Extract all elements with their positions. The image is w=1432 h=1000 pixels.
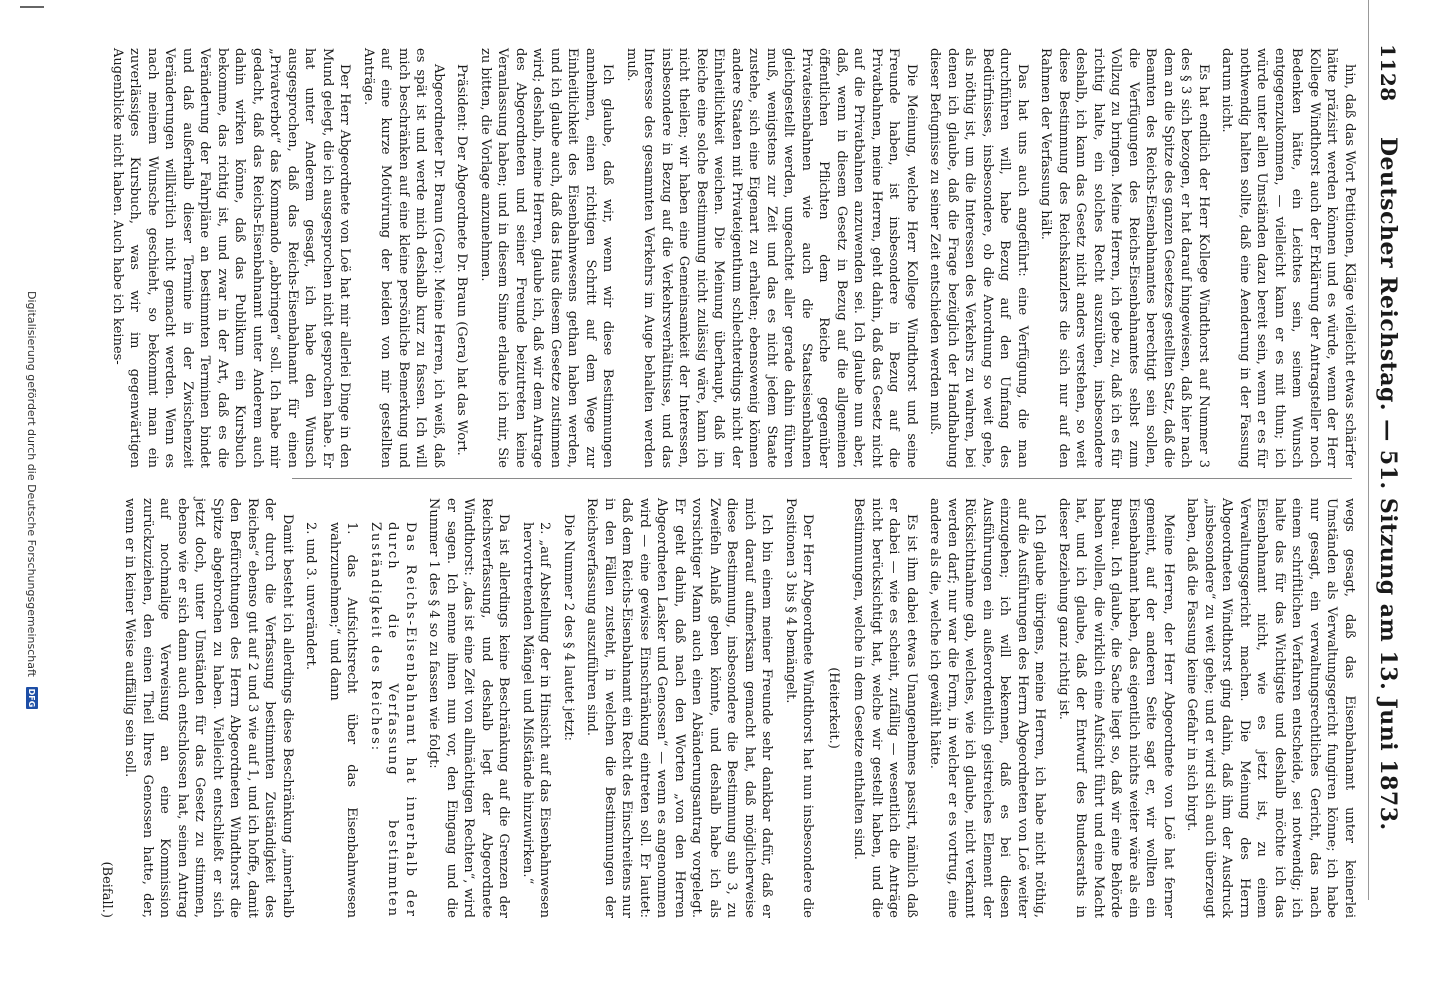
paragraph: Ich glaube übrigens, meine Herren, ich habe nicht nöthig, auf die Ausführungen des Herrn Abgeordneten von Loë weiter einzugehen; ich will bekennen, daß es bei diesen Ausführungen ein außerordentlich geistreiches Element der Rücksichtnahme gab, welches, wie ich glaube, nicht verkannt werden darf; nur war die Form, in welcher er es vortrug, eine andere als die, welche ich gewählt hätte. [927,498,1048,918]
president-remark: Präsident: Der Abgeordnete Dr. Braun (Gera) hat das Wort. [454,64,470,456]
column-divider [292,478,1352,479]
scan-edge-mark [20,6,44,8]
digitization-credit [12,0,52,1000]
quoted-clause: Das Reichs-Eisenbahnamt hat innerhalb der durch die Verfassung bestimmten Zuständigkeit des Reiches: [368,522,418,918]
paragraph: Ich bin einem meiner Freunde sehr dankbar dafür, daß er mich darauf aufmerksam gemacht hat, daß möglicherweise diese Bestimmung, insbesondere die Bestimmung sub 3, zu Zweifeln Anlaß geben könnte, und deshalb habe ich als vorsichtiger Mann auch einen Abänderungsantrag vorgelegt. Er geht dahin, daß nach den Worten „von den Herren Abgeordneten Lasker und Genossen“ — wenn es angenommen wird — eine gewisse Einschränkung eintreten soll. Er lautet: daß dem Reichs-Eisenbahnamt ein Recht des Einschreitens nur in den Fällen zusteht, in welchen die Bestimmungen der Reichsverfassung auszuführen sind. [584,498,775,918]
speech-paragraph: Der Herr Abgeordnete von Loë hat mir allerlei Dinge in den Mund gelegt, die ich ausgesprochen nicht gesprochen habe. Er hat unter Anderem gesagt, ich habe den Wunsch ausgesprochen, daß das Reichs-Eisenbahnamt für einen „Privatverbot“ das Kommando „abbringen“ soll. Ich habe mir gedacht, daß das Reichs-Eisenbahnamt unter Anderem auch dahin wirken könne, daß das Publikum ein Kursbuch bekomme, das richtig ist, und zwar in der Art, daß es die Veränderung der Fahrpläne an bestimmten Terminen bindet und daß außerhalb dieser Termine in der Zwischenzeit Veränderungen willkürlich nicht gemacht werden. Wenn es nach meinem Wunsche geschieht, so bekommt man ein zuverlässiges Kursbuch, was wir im gegenwärtigen Augenblicke nicht haben. Auch habe ich keines- [110,48,353,468]
paragraph: Das hat uns auch angeführt: eine Verfügung, die man durchführen will, habe Bezug auf den Umfang des Bedürfnisses, insbesondere, ob die Anordnung so weit gehe, als nöthig ist, um die Interessen des Verkehrs zu wahren, bei denen ich glaube, daß die Frage bezüglich der Handhabung dieser Befugnisse zu seiner Zeit entschieden werden muß. [927,48,1030,468]
page-number: 1128 [1376,44,1401,102]
paragraph: Der Herr Abgeordnete Windthorst hat nun insbesondere die Positionen 3 bis § 4 bemängelt. [783,498,816,918]
paragraph: Es hat endlich der Herr Kollege Windthorst auf Nummer 3 des § 3 sich bezogen, er hat darauf hingewiesen, daß hier nach dem an die Spitze des ganzen Gesetzes gestellten Satz, daß die Beamten des Reichs-Eisenbahnamtes berechtigt sein sollen, die Verfügungen des Reichs-Eisenbahnamtes selbst zum Vollzug zu bringen. Meine Herren, ich gebe zu, daß ich es für richtig halte, ein solches Recht auszuüben, insbesondere deshalb, ich kann das Gesetz nicht anders verstehen, so weit diese Bestimmung des Reichskanzlers die sich nur auf den Rahmen der Verfassung hält. [1038,48,1211,468]
stage-direction: (Heiterkeit.) [826,667,841,749]
right-column [92,498,1359,918]
list-item: 1. das Aufsichtsrecht über das Eisenbahnwesen wahrzunehmen;“ und dann [327,522,360,918]
paragraph: Damit besteht ich allerdings diese Beschränkung „innerhalb der durch die Verfassung bestimmten Zuständigkeit des Reiches“ ebenso gut auf 2 und 3 wie auf 1, und ich hoffe, damit den Befürchtungen des Herrn Abgeordneten Windthorst die Spitze abgebrochen zu haben. Vielleicht entschließt er sich jetzt doch, unter Umständen für das Gesetz zu stimmen, ebenso wie er sich dann auch entschlossen hat, seinen Antrag auf nochmalige Verweisung an eine Kommission zurückzuziehen, den einen Theil Ihres Genossen hatte, der, wenn er in keiner Weise auffällig sein soll. [122,498,295,918]
list-item: 2. und 3. unverändert. [303,522,319,670]
paragraph: Die Nummer 2 des § 4 lautet jetzt: [561,514,576,742]
stage-direction: (Beifall.) [99,861,114,918]
paragraph: wegs gesagt, daß das Eisenbahnamt unter keinerlei Umständen als Verwaltungsgericht fungiren könne; ich habe nur gesagt, ein verwaltungsrechtliches Gericht, das nach einem schriftlichen Verfahren entscheide, sei notwendig; ich halte das für das Wichtigste und deshalb möchte ich das Eisenbahnamt nicht, wie es jetzt ist, zu einem Verwaltungsgericht machen. Die Meinung des Herrn Abgeordneten Windthorst ging dahin, daß ihm der Ausdruck „insbesondere“ zu weit gehe; und er wird sich auch überzeugt haben, daß die Fassung keine Gefahr in sich birgt. [1184,498,1357,918]
credit-text: Digitalisierung gefördert durch die Deutsche Forschungsgemeinschaft [25,291,39,677]
page-title: Deutscher Reichstag. — 51. Sitzung am 13. Juni 1873. [1375,136,1402,831]
dfg-logo-icon: DFG [27,688,37,708]
quoted-item: 2. „auf Abstellung der in Hinsicht auf das Eisenbahnwesen hervortretenden Mängel und Mißstände hinzuwirken.“ [520,522,553,918]
left-column [103,48,1359,468]
paragraph: Da ist allerdings keine Beschränkung auf die Grenzen der Reichsverfassung, und deshalb legt der Abgeordnete Windthorst: „das ist eine Zeit von allmächtigen Rechten“, wird er sagen. Ich nenne ihnen nun vor, den Eingang und die Nummer 1 des § 4 so zu fassen wie folgt: [426,498,512,918]
speech-paragraph: Abgeordneter Dr. Braun (Gera): Meine Herren, ich weiß, daß es spät ist und werde mich deshalb kurz zu fassen. Ich will mich beschränken auf eine kleine persönliche Bemerkung und auf eine kurze Motivirung der beiden von mir gestellten Anträge. [361,48,446,468]
paragraph: Ich glaube, daß wir, wenn wir diese Bestimmungen annehmen, einen richtigen Schritt auf dem Wege zur Einheitlichkeit des Eisenbahnwesens gethan haben werden, und ich glaube auch, daß das Haus diesem Gesetze zustimmen wird; deshalb, meine Herren, glaube ich, daß wir dem Antrage des Abgeordneten und seiner Freunde beizutreten keine Veranlassung haben; und in diesem Sinne erlaube ich mir, Sie zu bitten, die Vorlage anzunehmen. [478,48,616,468]
paragraph: Die Meinung, welche Herr Kollege Windthorst und seine Freunde haben, ist insbesondere in Bezug auf die Privatbahnen, meine Herren, geht dahin, daß das Gesetz nicht auf die Privatbahnen anzuwenden sei. Ich glaube nun aber, daß, wenn in diesem Gesetz in Bezug auf die allgemeinen öffentlichen Pflichten dem Reiche gegenüber Privateisenbahnen wie auch die Staatseisenbahnen gleichgestellt werden, ungeachtet aller gerade dahin führen muß, wenigstens zur Zeit und das es nicht jedem Staate zustehe, sich eine Eigenart zu erhalten; ebensowenig können andere Staaten mit Privateigenthum schlechterdings nicht der Einheitlichkeit weichen. Die Meinung überhaupt, daß im Reiche eine solche Bestimmung nicht zulässig wäre, kann ich nicht theilen; wir haben eine Gemeinsamkeit der Interessen, insbesondere in Bezug auf die Verkehrsverhältnisse, und das Interesse des gesammten Verkehrs im Auge behalten werden muß. [624,48,919,468]
paragraph: Es ist ihm dabei etwas Unangenehmes passirt, nämlich daß er dabei — wie es scheint, zufällig — wesentlich die Anträge nicht berücksichtigt hat, welche wir gestellt haben, und die Bestimmungen, welche in dem Gesetze enthalten sind. [851,498,919,918]
page-header [1368,0,1408,900]
paragraph: Meine Herren, der Herr Abgeordnete von Loë hat ferner gemeint, auf der anderen Seite sagt er, wir wollten ein Eisenbahnamt haben, das eigentlich nichts weiter wäre als ein Bureau. Ich glaube, die Sache liegt so, daß wir eine Behörde haben wollen, die wirklich eine Aufsicht führt und eine Macht hat, und ich glaube, daß der Entwurf des Bundesraths in dieser Beziehung ganz richtig ist. [1056,498,1176,918]
paragraph: hin, daß das Wort Petitionen, Kläge vielleicht etwas schärfer hätte präzisirt werden können und es würde, wenn der Herr Kollege Windthorst auch der Erklärung der Antragsteller noch Bedenken hätte, ein Leichtes sein, seinem Wunsch entgegenzukommen, — vielleicht kann er es mit thun; ich würde unter allen Umständen dazu bereit sein, wenn er es für nothwendig halten sollte, daß eine Aenderung in der Fassung darum nicht. [1219,48,1357,468]
